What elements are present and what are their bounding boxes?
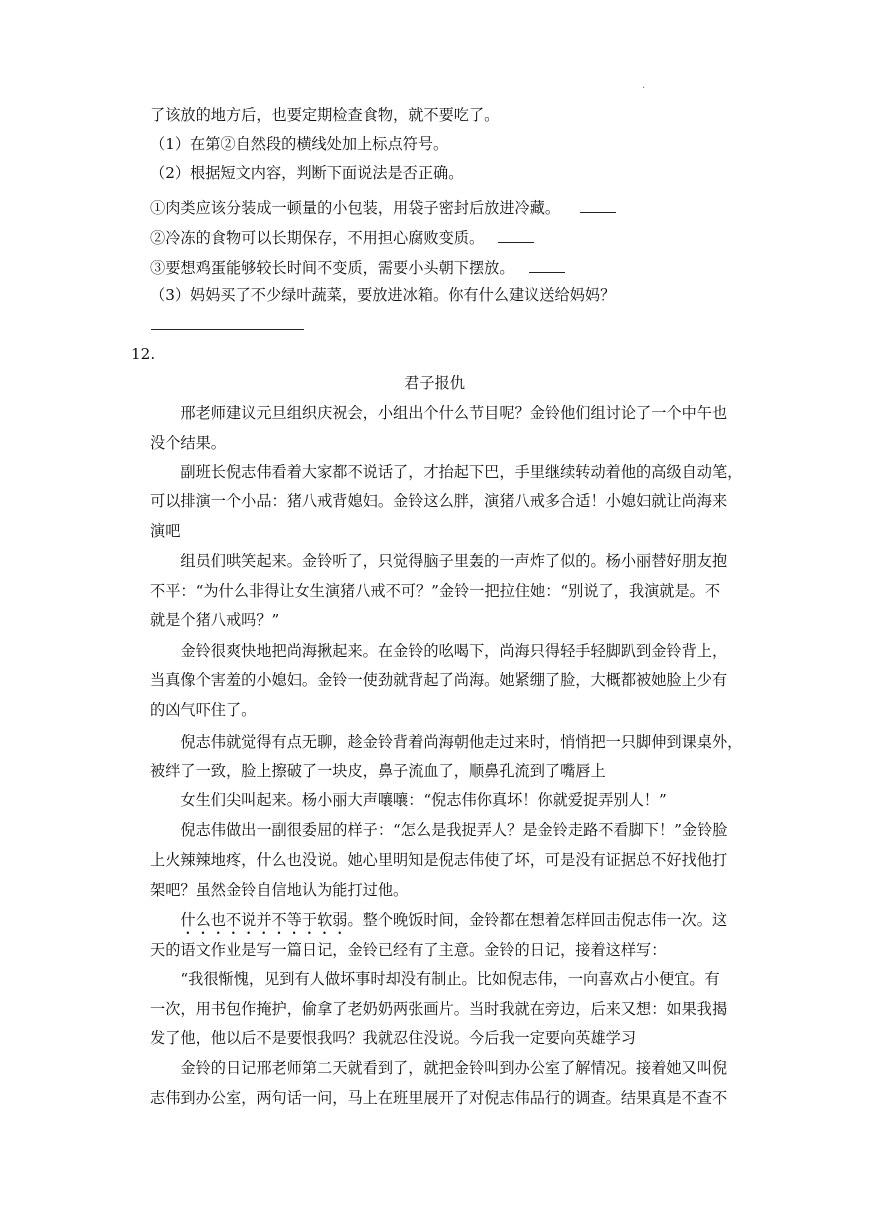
- statement-1: [150, 196, 740, 218]
- passage-title: 君子报仇: [404, 374, 465, 392]
- passage-line: 倪志伟做出一副很委屈的样子：“怎么是我捉弄人？是金铃走路不看脚下！”金铃脸: [150, 821, 728, 839]
- passage-line: 没个结果。: [150, 434, 226, 452]
- question-number: 12.: [131, 345, 156, 363]
- passage-line: 天的语文作业是写一篇日记，金铃已经有了主意。金铃的日记，接着这样写：: [150, 941, 667, 959]
- statement-3: [150, 256, 740, 278]
- passage-line: 架吧？虽然金铃自信地认为能打过他。: [150, 881, 409, 899]
- answer-blank-1[interactable]: [580, 196, 616, 213]
- passage-line: 女生们尖叫起来。杨小丽大声嚷嚷：“倪志伟你真坏！你就爱捉弄别人！”: [150, 791, 667, 809]
- passage-line-rest: 。整个晚饭时间，金铃都在想着怎样回击倪志伟一次。这: [347, 911, 728, 929]
- passage-line: 一次，用书包作掩护，偷拿了老奶奶两张画片。当时我就在旁边，后来又想：如果我揭: [150, 1000, 728, 1018]
- passage-line: “我很惭愧，见到有人做坏事时却没有制止。比如倪志伟，一向喜欢占小便宜。有: [150, 970, 720, 988]
- emphasized-sentence: 什么也不说并不等于软弱: [180, 911, 348, 929]
- statement-2: [150, 226, 740, 248]
- passage-line: 就是个猪八戒吗？”: [150, 611, 280, 629]
- statement-3-text: ③要想鸡蛋能够较长时间不变质，需要小头朝下摆放。: [150, 259, 515, 277]
- answer-blank-2[interactable]: [498, 226, 534, 243]
- passage-line: 副班长倪志伟看着大家都不说话了，才抬起下巴，手里继续转动着他的高级自动笔，: [150, 463, 743, 481]
- passage-line: 的凶气吓住了。: [150, 701, 257, 719]
- passage-line: 发了他，他以后不是要恨我吗？我就忍住没说。今后我一定要向英雄学习: [150, 1029, 636, 1047]
- passage-line: [150, 910, 740, 938]
- statement-2-text: ②冷冻的食物可以长期保存，不用担心腐败变质。: [150, 229, 485, 247]
- passage-line: 上火辣辣地疼，什么也没说。她心里明知是倪志伟使了坏，可是没有证据总不好找他打: [150, 851, 728, 869]
- passage-line: 当真像个害羞的小媳妇。金铃一使劲就背起了尚海。她紧绷了脸，大概都被她脸上少有: [150, 671, 728, 689]
- question-2: （2）根据短文内容，判断下面说法是否正确。: [150, 164, 464, 182]
- passage-line: 金铃的日记邢老师第二天就看到了，就把金铃叫到办公室了解情况。接着她又叫倪: [150, 1059, 728, 1077]
- passage-line: 被绊了一致，脸上擦破了一块皮，鼻子流血了，顺鼻孔流到了嘴唇上: [150, 762, 606, 780]
- header-mark: .: [642, 80, 646, 91]
- passage-line: 志伟到办公室，两句话一问，马上在班里展开了对倪志伟品行的调查。结果真是不查不: [150, 1089, 728, 1107]
- passage-line: 倪志伟就觉得有点无聊，趁金铃背着尚海朝他走过来时，悄悄把一只脚伸到课桌外，: [150, 733, 743, 751]
- passage-line: 邢老师建议元旦组织庆祝会，小组出个什么节目呢？金铃他们组讨论了一个中午也: [150, 404, 728, 422]
- statement-1-text: ①肉类应该分装成一顿量的小包装，用袋子密封后放进冷藏。: [150, 199, 561, 217]
- passage-line: 演吧: [150, 522, 181, 540]
- passage-line: 不平：“为什么非得让女生演猪八戒不可？”金铃一把拉住她：“别说了，我演就是。不: [150, 582, 721, 600]
- answer-line-q3[interactable]: [151, 329, 304, 330]
- paragraph-end: 了该放的地方后，也要定期检查食物，就不要吃了。: [150, 106, 500, 124]
- passage-line: 金铃很爽快地把尚海揪起来。在金铃的吆喝下，尚海只得轻手轻脚趴到金铃背上，: [150, 642, 728, 660]
- question-3: （3）妈妈买了不少绿叶蔬菜，要放进冰箱。你有什么建议送给妈妈？: [150, 286, 616, 304]
- answer-blank-3[interactable]: [529, 256, 565, 273]
- passage-line: 可以排演一个小品：猪八戒背媳妇。金铃这么胖，演猪八戒多合适！小媳妇就让尚海来: [150, 492, 728, 510]
- question-1: （1）在第②自然段的横线处加上标点符号。: [150, 135, 449, 153]
- passage-line: 组员们哄笑起来。金铃听了，只觉得脑子里轰的一声炸了似的。杨小丽替好朋友抱: [150, 552, 728, 570]
